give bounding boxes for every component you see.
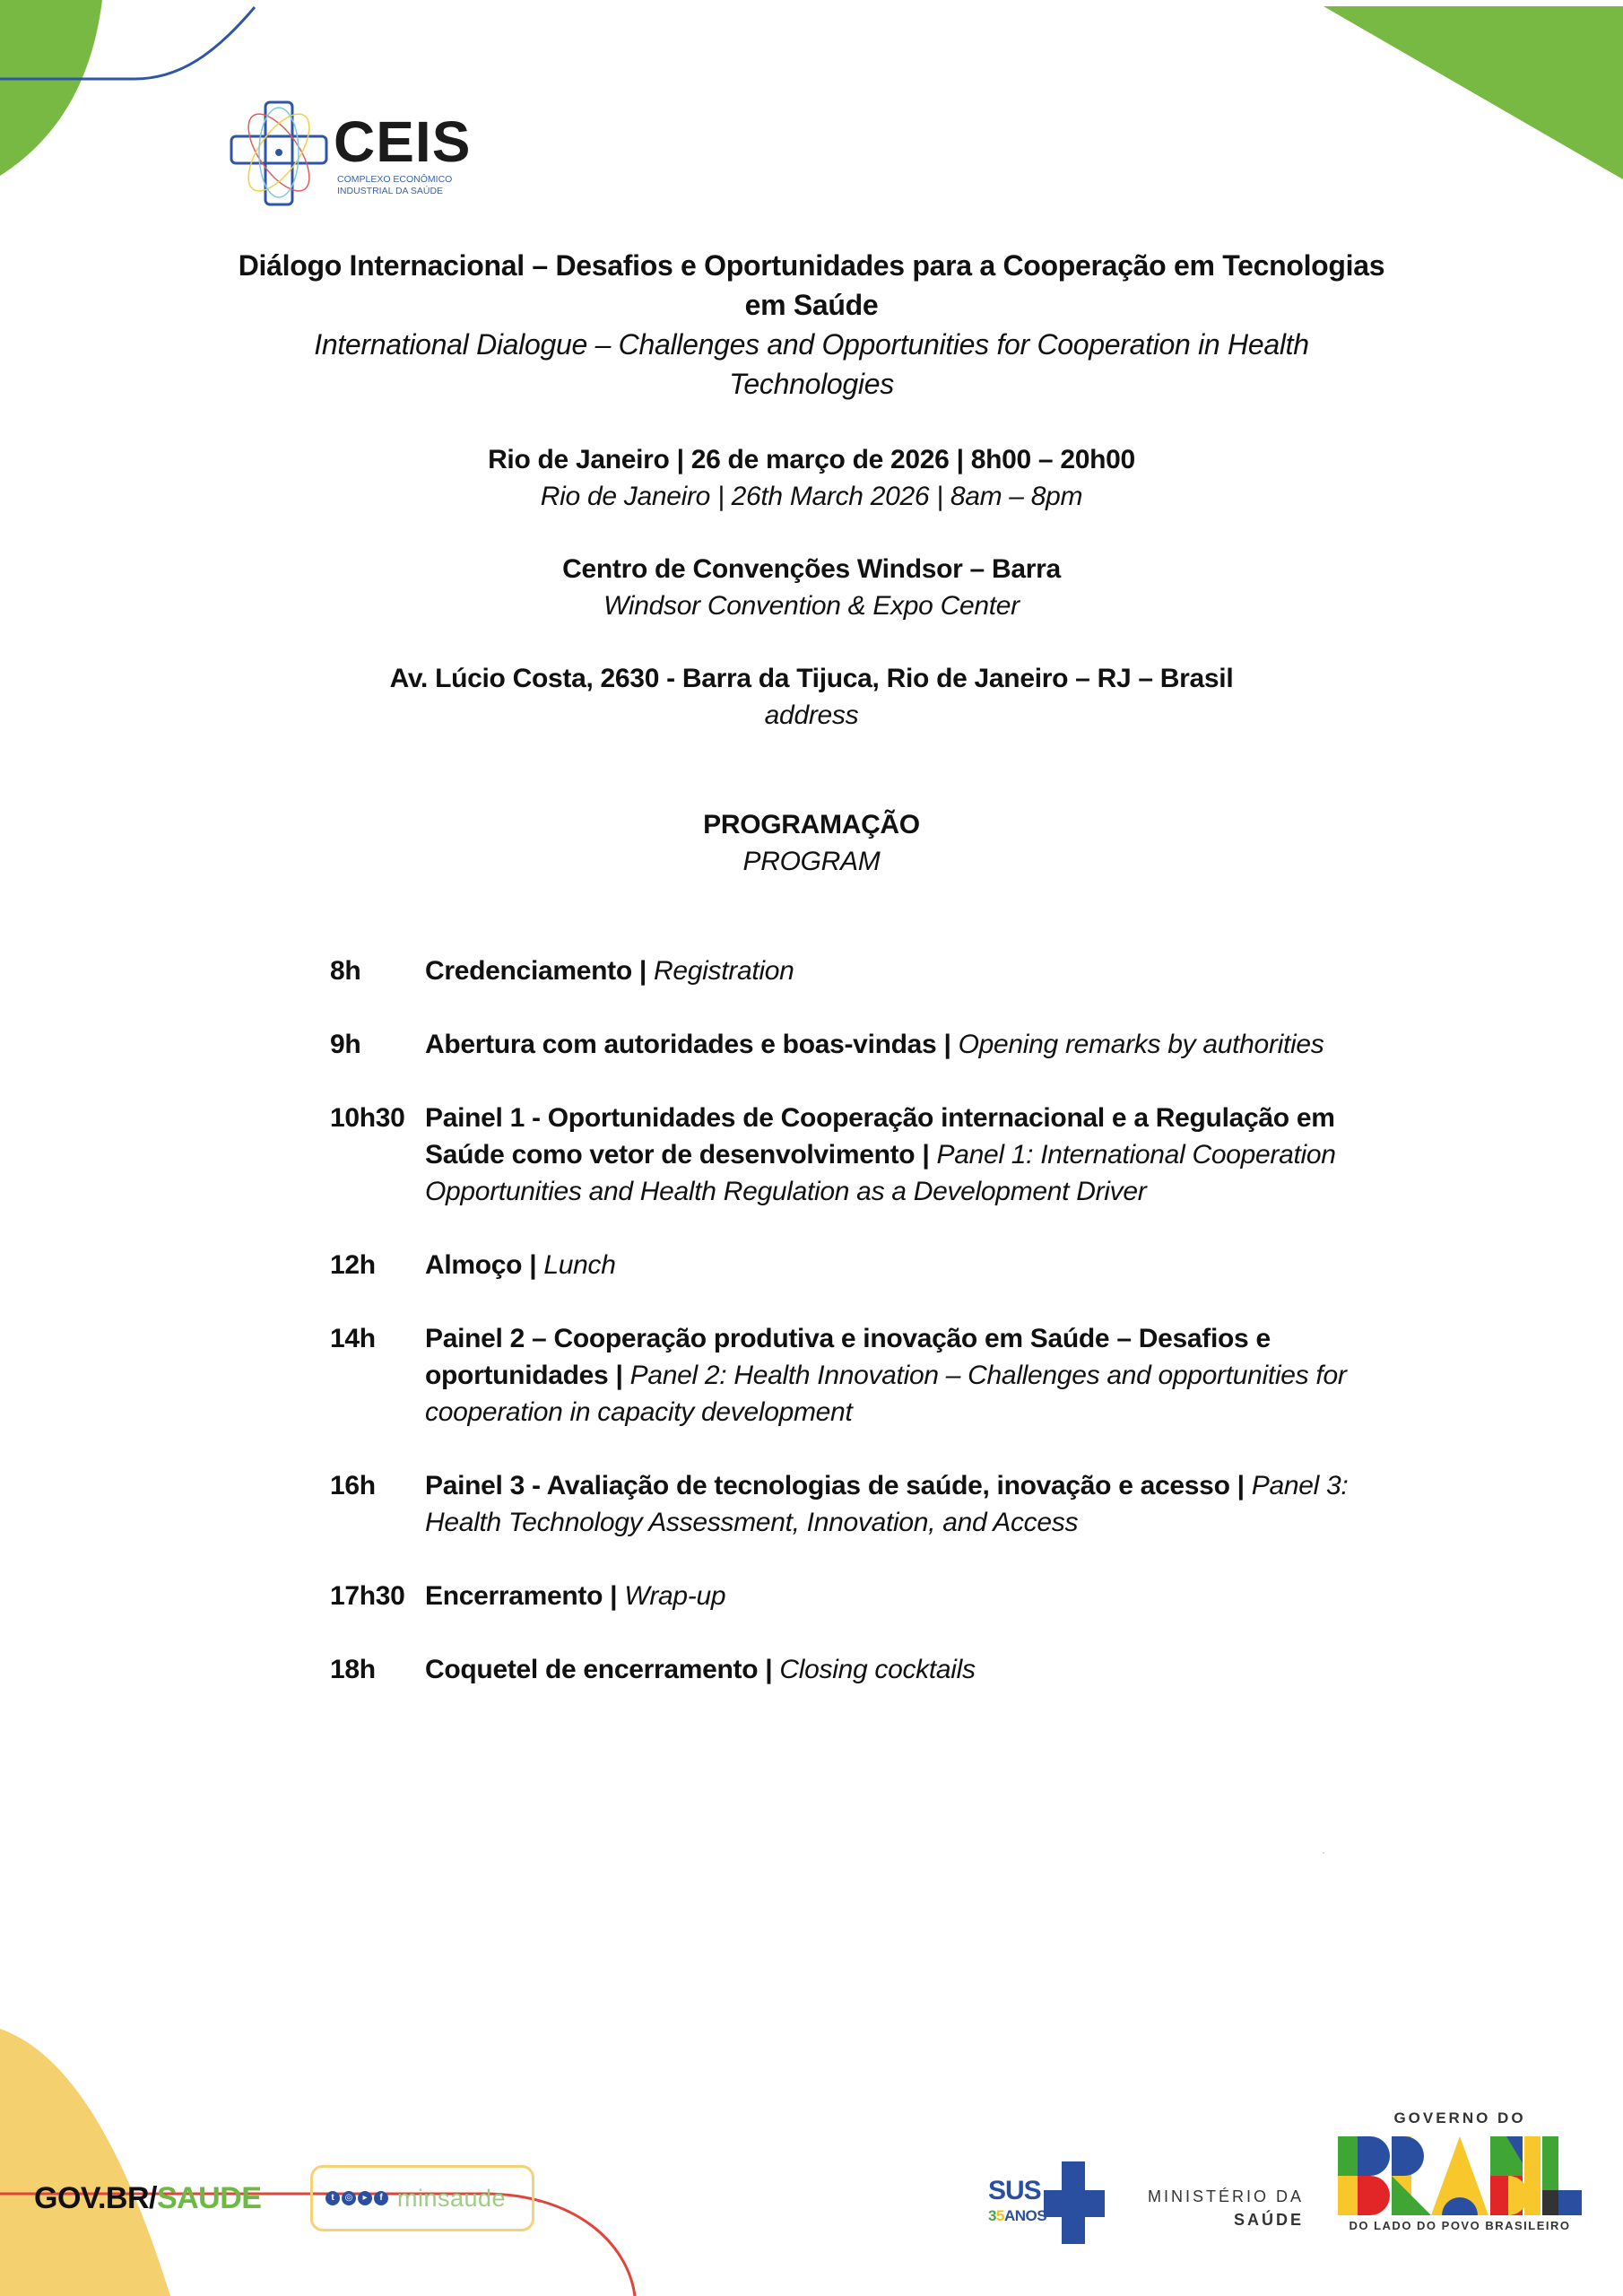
schedule-time: 14h — [330, 1324, 376, 1353]
social-media-badge[interactable] — [310, 2165, 534, 2231]
schedule-title-en: Wrap-up — [624, 1581, 726, 1611]
schedule-separator: | — [603, 1581, 625, 1611]
title-en-line1: International Dialogue – Challenges and Opportunities for Cooperation in Health — [314, 328, 1309, 361]
schedule-separator: | — [915, 1140, 937, 1170]
ceis-cross-atom-icon — [230, 100, 330, 206]
schedule-content — [425, 1651, 1384, 1688]
event-date — [0, 441, 1623, 515]
schedule-separator: | — [631, 956, 655, 986]
schedule-title-en: Panel 3: Health Technology Assessment, Innovation, and Access — [425, 1471, 1349, 1537]
schedule-title-en: Lunch — [543, 1250, 616, 1280]
governo-do-text: GOVERNO DO — [1393, 2109, 1526, 2126]
do-lado-do-povo-text: DO LADO DO POVO BRASILEIRO — [1349, 2219, 1571, 2232]
schedule-row — [330, 1320, 1406, 1431]
date-pt: Rio de Janeiro | 26 de março de 2026 | 8h00 – 20h00 — [488, 445, 1135, 474]
speck — [1323, 1852, 1324, 1854]
title-pt-line2: em Saúde — [744, 289, 879, 321]
ceis-subtitle — [337, 174, 452, 197]
youtube-icon[interactable]: ▸ — [358, 2191, 372, 2205]
schedule-time: 12h — [330, 1250, 376, 1280]
schedule-row — [330, 952, 1406, 989]
sus-years — [988, 2208, 1046, 2224]
program-schedule — [330, 952, 1406, 1688]
schedule-title-pt: Painel 1 - Oportunidades de Cooperação internacional e a Regulação em Saúde como vetor de desenvolvimento — [425, 1103, 1335, 1170]
instagram-icon[interactable]: ◎ — [342, 2191, 356, 2205]
schedule-content — [425, 952, 1384, 989]
schedule-row — [330, 1578, 1406, 1614]
sus-years-digit-5: 5 — [995, 2207, 1004, 2224]
social-handle: minsaude — [397, 2184, 507, 2212]
schedule-content — [425, 1026, 1384, 1063]
sus-years-label: ANOS — [1003, 2207, 1047, 2224]
schedule-title-en: Opening remarks by authorities — [958, 1030, 1324, 1059]
saude-text: SAUDE — [156, 2181, 262, 2215]
facebook-icon[interactable]: f — [374, 2191, 388, 2205]
schedule-time: 18h — [330, 1655, 376, 1684]
top-right-green-triangle — [1324, 6, 1623, 179]
schedule-content — [425, 1467, 1376, 1541]
schedule-time: 16h — [330, 1471, 376, 1500]
schedule-content — [425, 1247, 1384, 1283]
schedule-row — [330, 1100, 1406, 1210]
schedule-title-en: Panel 1: International Cooperation Opportunities and Health Regulation as a Development Driver — [425, 1140, 1336, 1206]
schedule-title-pt: Abertura com autoridades e boas-vindas — [425, 1030, 937, 1059]
title-en-line2: Technologies — [729, 368, 894, 400]
schedule-separator: | — [936, 1030, 959, 1059]
ceis-wordmark: CEIS — [334, 109, 472, 174]
governo-do-brasil-logo — [1334, 2109, 1585, 2235]
sus-cross-bar — [1044, 2190, 1105, 2217]
date-en: Rio de Janeiro | 26th March 2026 | 8am – 8pm — [540, 482, 1083, 511]
document-title — [0, 246, 1623, 404]
event-venue — [0, 551, 1623, 624]
schedule-title-en: Closing cocktails — [779, 1655, 976, 1684]
schedule-time: 17h30 — [330, 1581, 405, 1611]
schedule-separator: | — [1229, 1471, 1252, 1500]
schedule-content — [425, 1320, 1393, 1431]
ceis-subtitle-line1: COMPLEXO ECONÔMICO — [337, 174, 453, 185]
schedule-row — [330, 1651, 1406, 1688]
schedule-title-pt: Encerramento — [425, 1581, 603, 1611]
schedule-time: 10h30 — [330, 1103, 405, 1133]
bottom-left-yellow-shape — [0, 2029, 170, 2296]
schedule-separator: | — [608, 1361, 630, 1390]
schedule-title-pt: Painel 3 - Avaliação de tecnologias de saúde, inovação e acesso — [425, 1471, 1230, 1500]
address-en: address — [764, 700, 859, 730]
brasil-wordmark-icon — [1338, 2136, 1582, 2215]
twitter-icon[interactable]: t — [325, 2191, 340, 2205]
program-heading — [0, 806, 1623, 880]
sus-35-anos-logo — [988, 2161, 1107, 2244]
schedule-title-pt: Painel 2 – Cooperação produtiva e inovação em Saúde – Desafios e oportunidades — [425, 1324, 1271, 1390]
gov-br-saude-link[interactable] — [34, 2181, 261, 2216]
schedule-title-pt: Credenciamento — [425, 956, 632, 986]
schedule-separator: | — [522, 1250, 544, 1280]
schedule-content — [425, 1578, 1384, 1614]
schedule-title-en: Panel 2: Health Innovation – Challenges and opportunities for cooperation in capacity development — [425, 1361, 1347, 1427]
schedule-time: 8h — [330, 956, 361, 986]
schedule-title-en: Registration — [654, 956, 794, 986]
ministerio-line1: MINISTÉRIO DA — [1147, 2187, 1304, 2205]
gov-br-text: GOV.BR/ — [34, 2181, 157, 2215]
program-heading-pt: PROGRAMAÇÃO — [703, 810, 920, 839]
title-pt-line1: Diálogo Internacional – Desafios e Oportunidades para a Cooperação em Tecnologias — [238, 249, 1385, 282]
schedule-title-pt: Coquetel de encerramento — [425, 1655, 759, 1684]
venue-en: Windsor Convention & Expo Center — [603, 591, 1020, 621]
sus-years-digit-3: 3 — [988, 2207, 996, 2224]
ministerio-line2: SAÚDE — [1233, 2211, 1304, 2229]
schedule-row — [330, 1467, 1406, 1541]
schedule-content — [425, 1100, 1367, 1210]
ceis-logo — [230, 100, 472, 206]
schedule-row — [330, 1026, 1406, 1063]
schedule-time: 9h — [330, 1030, 361, 1059]
top-left-green-shape — [0, 0, 102, 176]
schedule-row — [330, 1247, 1406, 1283]
address-pt: Av. Lúcio Costa, 2630 - Barra da Tijuca, Rio de Janeiro – RJ – Brasil — [389, 664, 1234, 693]
program-heading-en: PROGRAM — [742, 847, 881, 876]
event-address — [0, 660, 1623, 734]
sus-text: SUS — [988, 2176, 1041, 2205]
ceis-subtitle-line2: INDUSTRIAL DA SAÚDE — [337, 186, 444, 196]
venue-pt: Centro de Convenções Windsor – Barra — [562, 554, 1061, 584]
ministerio-da-saude-logo — [1139, 2185, 1304, 2231]
schedule-separator: | — [758, 1655, 780, 1684]
schedule-title-pt: Almoço — [425, 1250, 523, 1280]
